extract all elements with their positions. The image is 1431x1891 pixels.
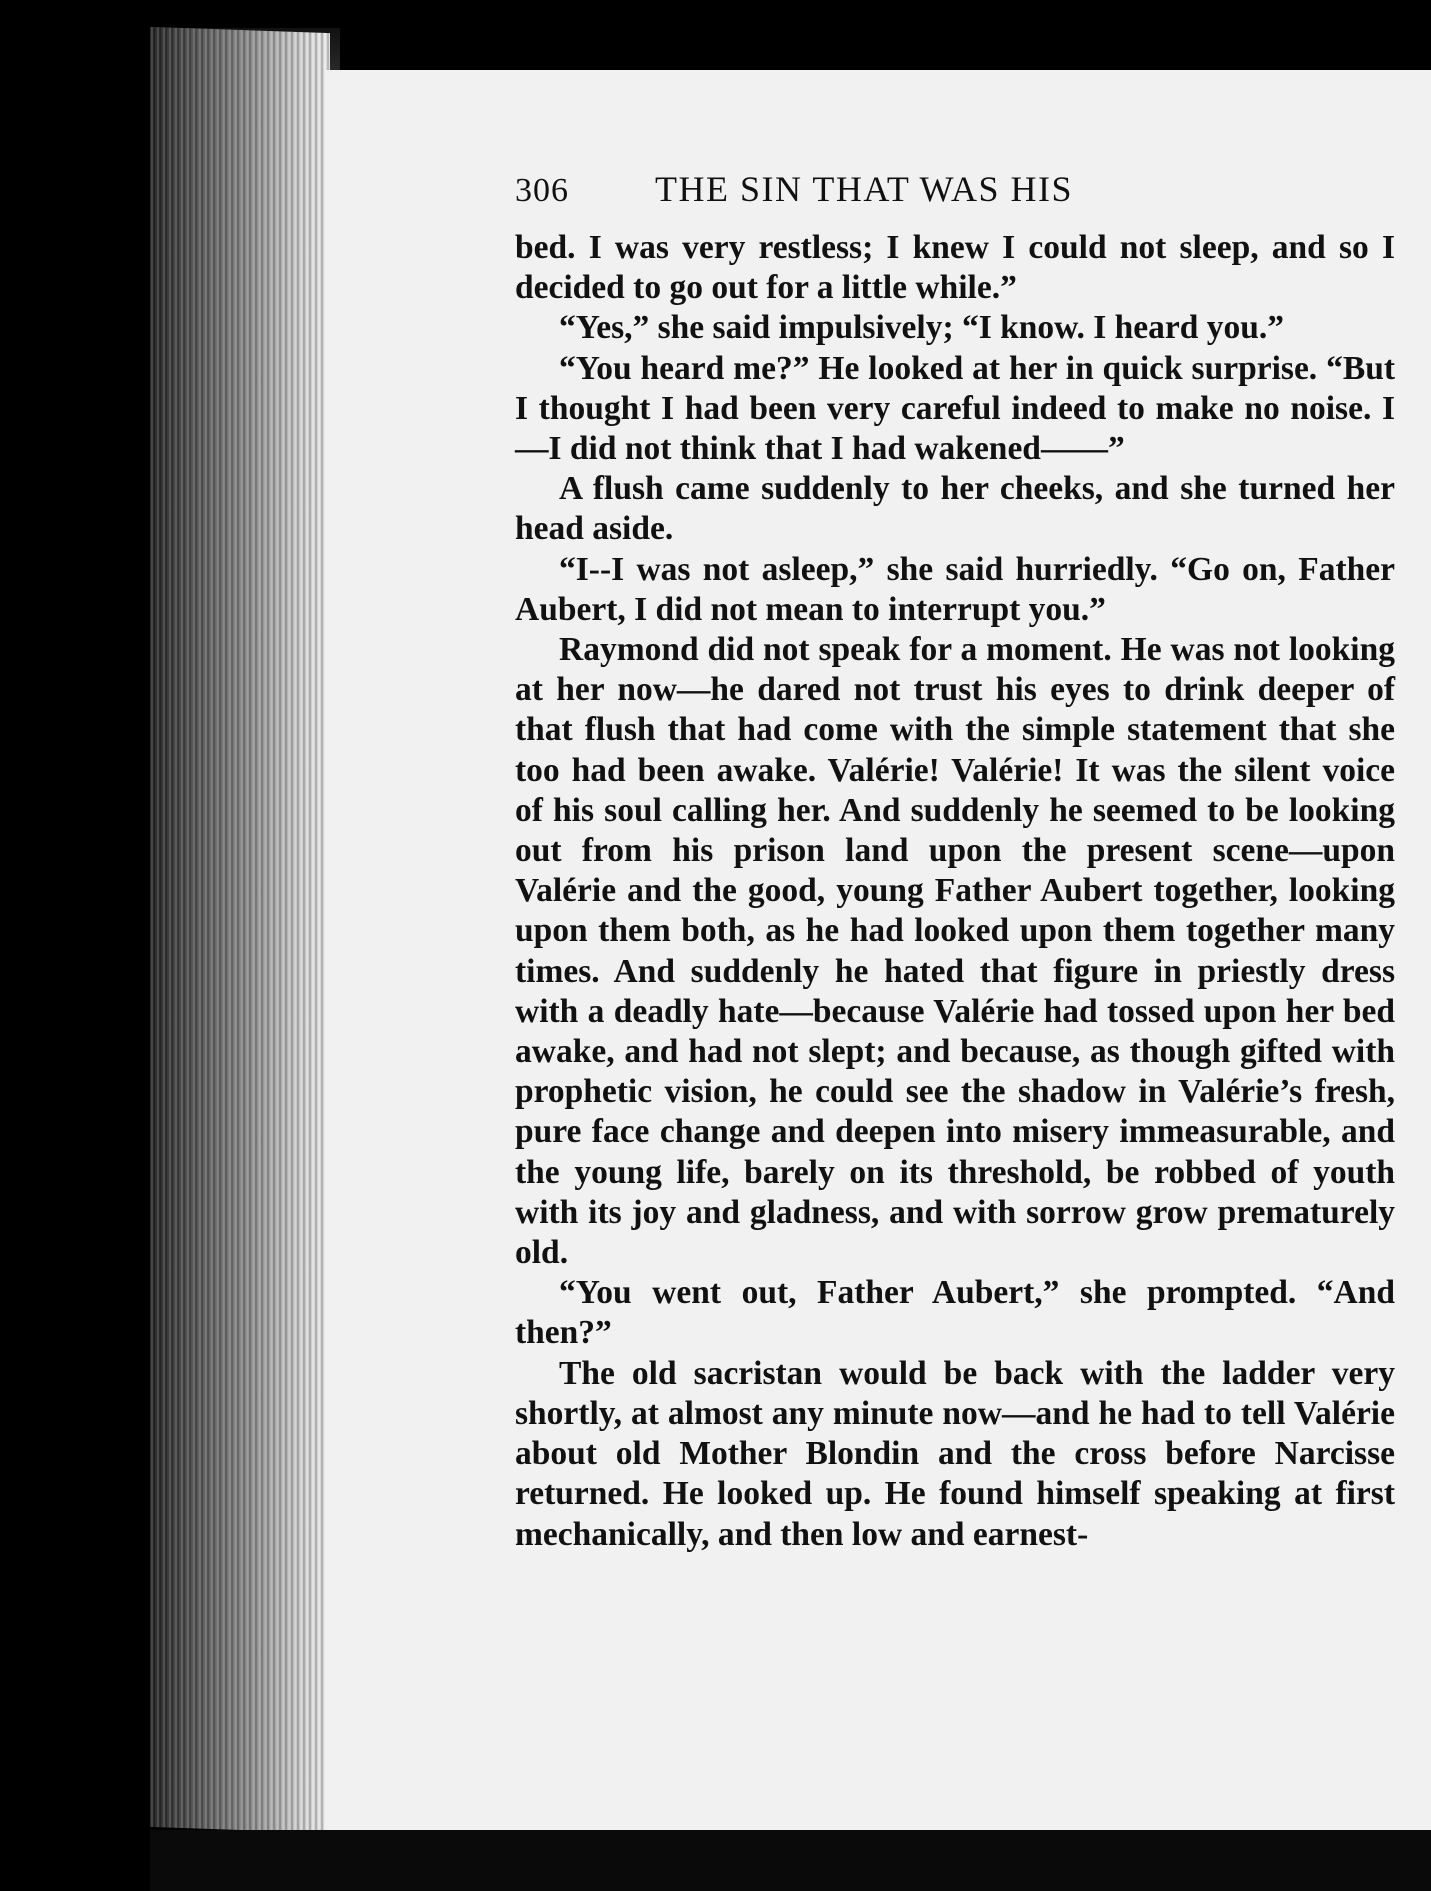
paragraph: “I--I was not asleep,” she said hurriedly. “Go on, Father Aubert, I did not mean to interrupt you.” [515,550,1395,628]
body-text [515,228,1395,1555]
running-title: THE SIN THAT WAS HIS [655,169,1074,209]
running-head [515,168,1395,228]
page-number: 306 [515,172,569,209]
paragraph: Raymond did not speak for a moment. He was not looking at her now—he dared not trust his eyes to drink deeper of that flush that had come with the simple statement that she too had been awake. Valérie! Valérie! It was the silent voice of his soul calling her. And suddenly he seemed to be looking out from his prison land upon the present scene—upon Valérie and the good, young Father Aubert together, looking upon them both, as he had looked upon them together many times. And suddenly he hated that figure in priestly dress with a deadly hate—because Valérie had tossed upon her bed awake, and had not slept; and because, as though gifted with prophetic vision, he could see the shadow in Valérie’s fresh, pure face change and deepen into misery immeasurable, and the young life, barely on its threshold, be robbed of youth with its joy and gladness, and with sorrow grow prematurely old. [515,631,1395,1272]
page-text-block [515,168,1395,1555]
paragraph: bed. I was very restless; I knew I could not sleep, and so I decided to go out for a little while.” [515,229,1395,307]
paragraph: A flush came suddenly to her cheeks, and she turned her head aside. [515,470,1395,548]
paragraph: The old sacristan would be back with the ladder very shortly, at almost any minute now—and he had to tell Valérie about old Mother Blondin and the cross before Narcisse returned. He looked up. He found himself speaking at first mechanically, and then low and earnest- [515,1354,1395,1553]
paragraph: “You went out, Father Aubert,” she prompted. “And then?” [515,1274,1395,1352]
scan-bottom-shadow [150,1830,1431,1891]
paragraph: “You heard me?” He looked at her in quick surprise. “But I thought I had been very careful indeed to make no noise. I—I did not think that I had wakened——” [515,349,1395,468]
book-page-edges [150,27,330,1833]
paragraph: “Yes,” she said impulsively; “I know. I heard you.” [559,309,1285,347]
